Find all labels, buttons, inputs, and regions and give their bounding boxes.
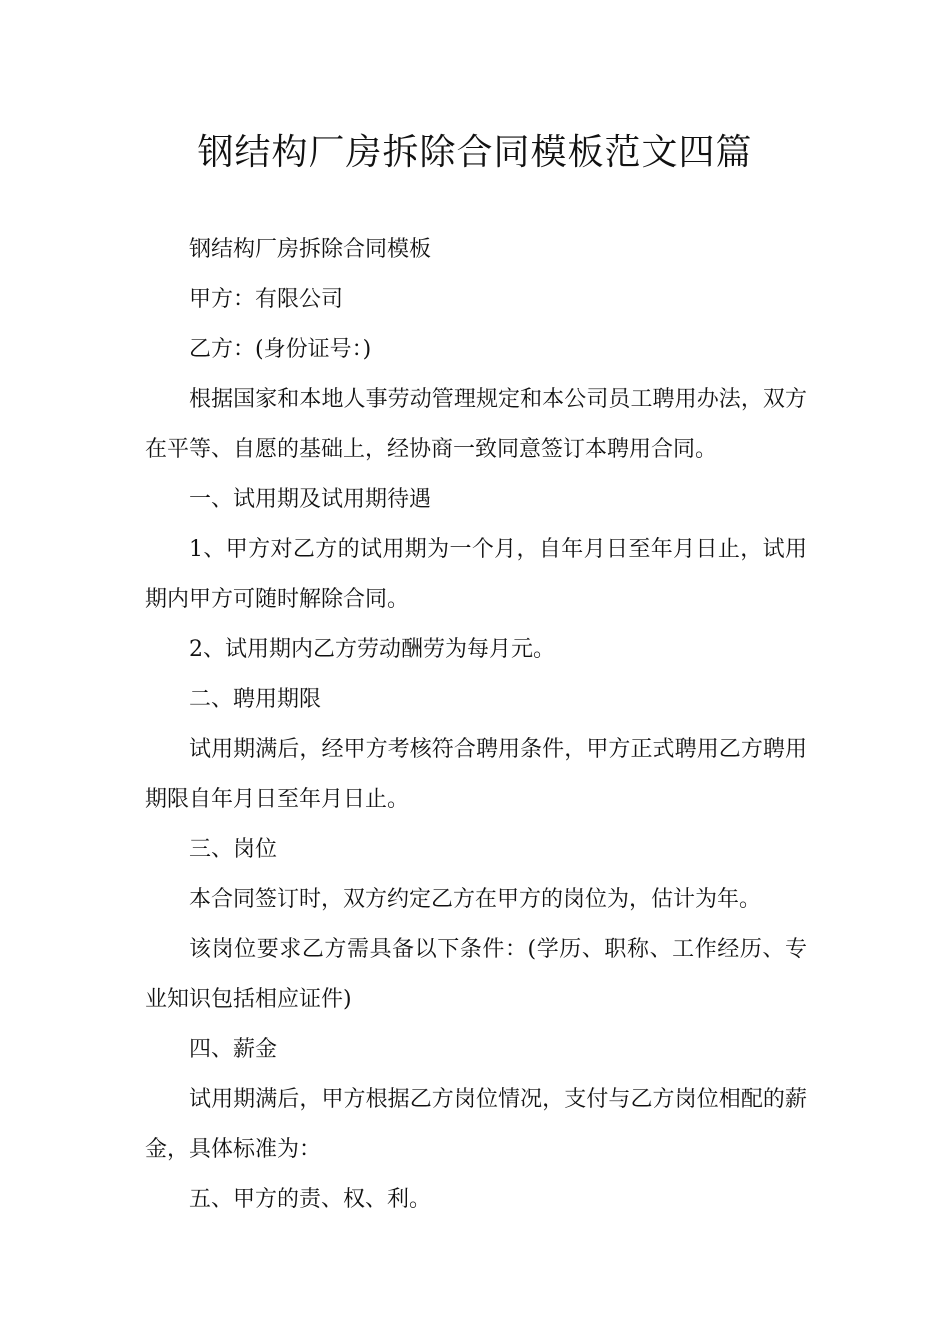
party-b-line: 乙方：(身份证号：)	[189, 337, 372, 362]
clause-paragraph: 试用期满后，甲方根据乙方岗位情况，支付与乙方岗位相配的薪金，具体标准为：	[145, 1087, 807, 1162]
preamble-paragraph: 根据国家和本地人事劳动管理规定和本公司员工聘用办法，双方在平等、自愿的基础上，经协商一致同意签订本聘用合同。	[145, 387, 807, 462]
clause-paragraph: 本合同签订时，双方约定乙方在甲方的岗位为，估计为年。	[189, 887, 762, 912]
section-heading-probation: 一、试用期及试用期待遇	[189, 487, 432, 512]
clause-paragraph: 2、试用期内乙方劳动酬劳为每月元。	[189, 637, 555, 662]
document-body	[145, 225, 807, 1225]
section-heading-term: 二、聘用期限	[189, 687, 322, 712]
section-heading-salary: 四、薪金	[189, 1037, 278, 1062]
party-a-line: 甲方：有限公司	[189, 287, 344, 312]
clause-paragraph: 1、甲方对乙方的试用期为一个月，自年月日至年月日止，试用期内甲方可随时解除合同。	[145, 537, 807, 612]
section-heading-position: 三、岗位	[189, 837, 278, 862]
subtitle-paragraph: 钢结构厂房拆除合同模板	[189, 237, 432, 262]
document-title: 钢结构厂房拆除合同模板范文四篇	[197, 132, 753, 173]
clause-paragraph: 试用期满后，经甲方考核符合聘用条件，甲方正式聘用乙方聘用期限自年月日至年月日止。	[145, 737, 807, 812]
clause-paragraph: 该岗位要求乙方需具备以下条件：(学历、职称、工作经历、专业知识包括相应证件)	[145, 937, 807, 1012]
section-heading-party-a-duties: 五、甲方的责、权、利。	[189, 1187, 432, 1212]
